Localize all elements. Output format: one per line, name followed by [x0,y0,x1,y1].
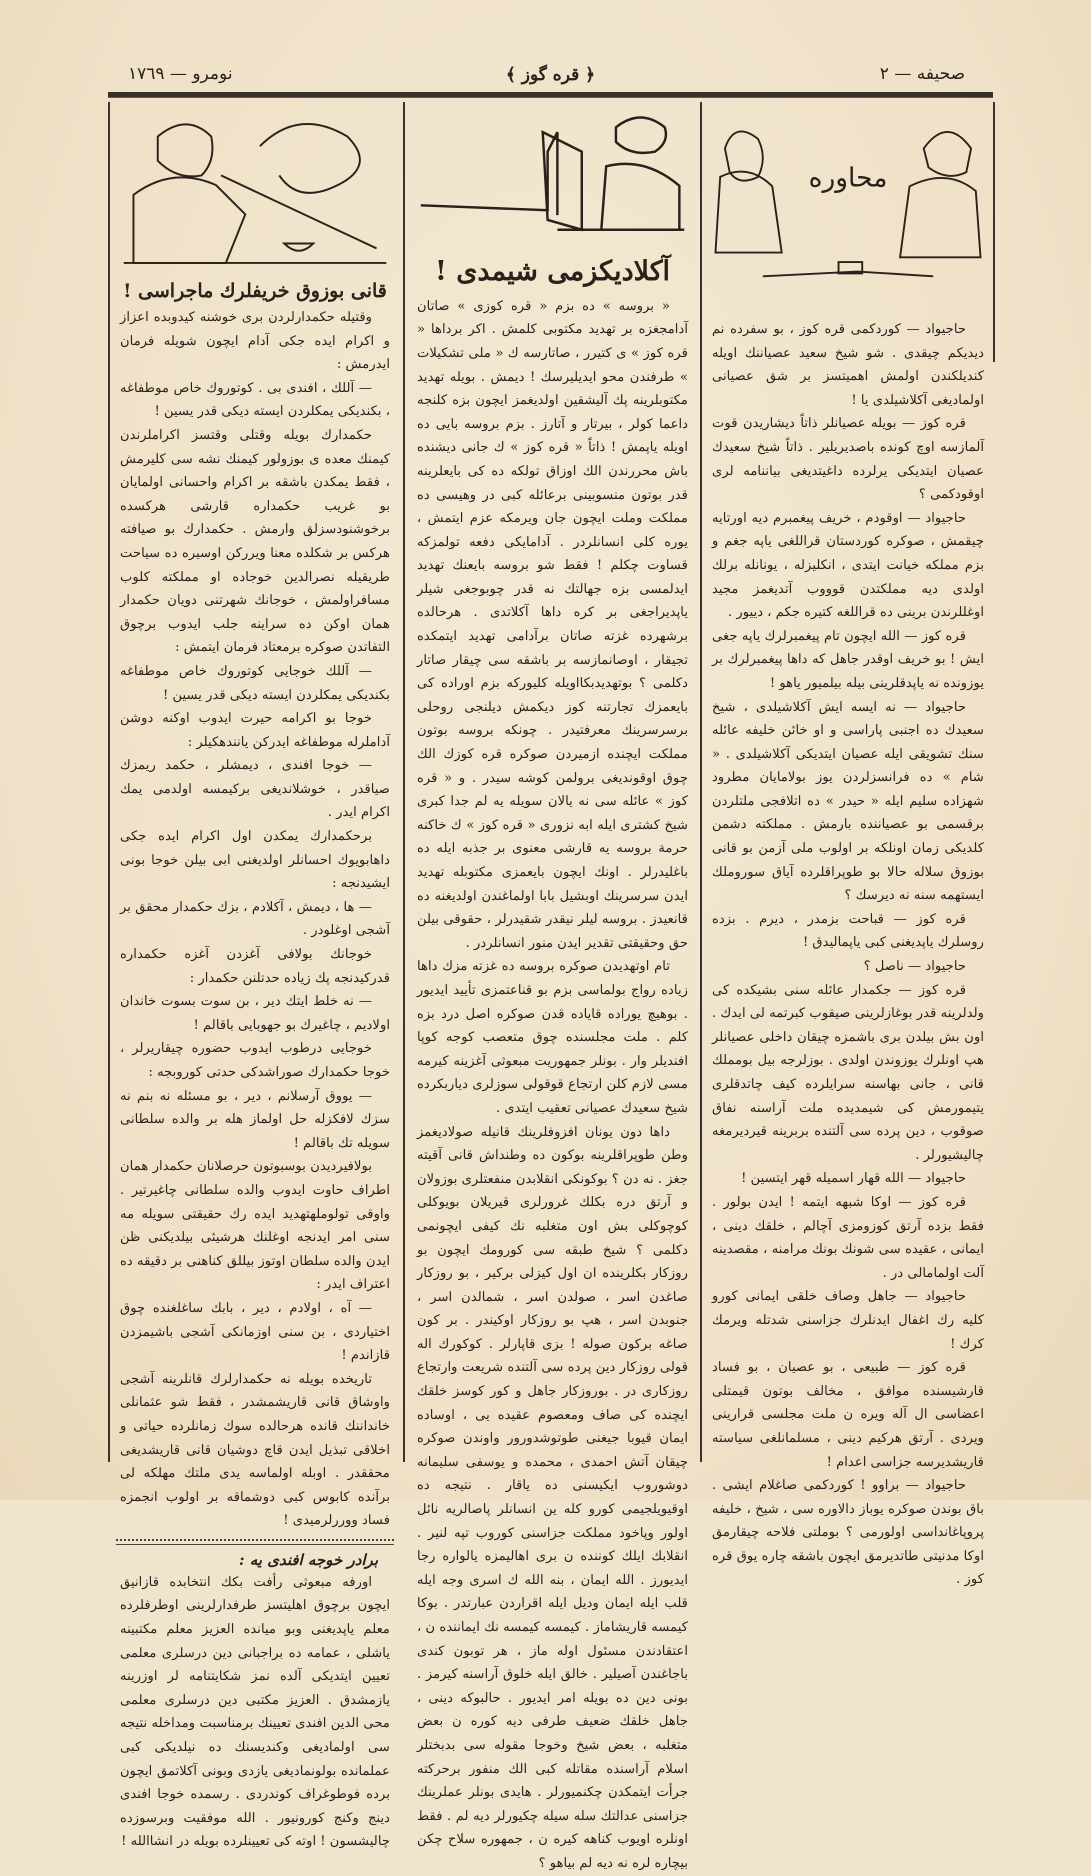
cartoon-icon [706,106,990,314]
newspaper-title: ﴿ قره گوز ﴾ [505,65,596,85]
column-editorial [405,100,700,1876]
story-paragraph: خوجا بو اکرامه حیرت ایدوب اوکنه دوشن آداملرله موطفاغه ایدرکن یانندهکیلر : [120,711,390,750]
article-paragraph: تام اوتهدیدن صوکره بروسه ده غزته مزك داها زیاده رواج بولماسی بزم بو قناعتمزی تأیید ایدیور . بوهیچ یوراده قایاده قدن صوکره اصل درد بزه کلم . ملت مجلسنده چوق متعصب کوجه کوپا افندیلر وار . بونلر جمهوریت مبعوثی آغزینه کیرمه مسی لازم کلن ارتجاع قوقولی سوزلری دیاربکرده شیخ سعیدك عصیانی تعقیب ایتدی . [417,959,688,1116]
issue-number: نومرو — ١٧٦٩ [128,64,233,84]
dialogue-paragraph: قره کوز — جکمدار عائله سنی بشیکده کی ولدلرینه قدر بوغازلرینی صیقوب کبرتمه لی ایدك . اون بش بیلدن بری باشمزه چیقان داخلی عصیانلر هپ اونلرك یوزوندن اولدی . بوزلرجه بیل بومملك قانی ، جانی بهاسنه سرایلرده کیف چاتدقلری یتیمورمش کی شیمدیده ملت آراسنه نفاق صوقوب ، دین پرده سی آلتنده بربرینه قیردیرمغه چالیشیورلر . [712,982,984,1163]
dialogue-paragraph: حاجیواد — اوقودم ، خریف پیغمبرم دیه اورتایه چیقمش ، صوکره کوردستان قراللغی یاپه جغم و بزم مملکه خیانت ایتدی ، انکلیزله ، یونانله برلك اولدی دیه مملکتدن قوووب آتدیغمز مجید اوغللرندن برینی ده قراللغه کتیره جکم ، دییور . [712,510,984,621]
dialogue-paragraph: قره کوز — الله ایچون تام پیغمبرلرك یاپه جغی ایش ! بو خریف اوقدر جاهل که داها پیغمبرلرك بر یوزونده نه یاپدقلرینی بیله بیلمیور یاهو ! [712,628,984,691]
dialogue-paragraph: حاجیواد — ناصل ؟ [863,959,966,975]
two-men-at-table-illustration [706,106,990,314]
dialogue-paragraph: حاجیواد — نه ایسه ایش آکلاشیلدی ، شیخ سعیدك ده اجنبی پاراسی و او خائن خلیفه عائله سنك تشویقی ایله عصیان ایتدیکی آکلاشیلدی . « شام » ده فرانسزلردن یوز بولامایان مطرود شهزاده سلیم ایله « حیدر » ده اتلافجی ملتلردن برقسمی بو عصیاننده بارمش . مملکته دشمن کلدیکی زمان اونلکه بر اولوب ملی آزمن بو قانی بوزوق سلاله حالا بو طوپراقلرده آیاق سوروملك ایستهمه سنه نه دیرسك ؟ [712,699,984,904]
man-reading-illustration [411,106,694,251]
story-paragraph: برحکمدارك یمکدن اول اکرام ایده جکی داهابویوك احسانلر اولدیغنی ابی بیلن خوجا بونی ایشیدنجه : [120,829,390,892]
column-muhavere [700,100,996,1592]
page-number: صحيفه — ٢ [879,64,965,84]
story-paragraph: — نه خلط ایتك دیر ، بن سوت بسوت خاندان اولادیم ، چاغیرك بو جهوبایی باقالم ! [120,994,390,1033]
letter-paragraph: اورفه مبعوثی رأفت بکك انتخابده قازانیق ایچون برچوق اهلیتسز طرفدارلرینی اوطرفلرده معلم یاپدیغنی وبو میانده العزیز معلم مکتبینه یاشلی ، عمامه ده براجبانی دین درسلری معلمی تعیین ایتدیکی آلده نمز شکایتنامه لر اوزرینه یازمشدق . العزیز مکتبی دین درسلری معلمی محی الدین افندی تعیینك برمناسبت ومداخله نتیجه سی اولمادیغی وکندیسنك ده نیلدیکی کبی عملمانده بولونمادیغی یازدی وبونی آکلاتمق ایچون برده فوطوغراف کوندردی . رسمده خوجا افندی دینج وکنج کورونیور . الله موفقیت وبرسوزده چالیشسون ! اوته کی تعیینلرده بویله در انشاالله ! [120,1574,390,1850]
article-paragraph: داها دون یونان افزوفلرینك قانیله صولادیغمز وطن طوپراقلرینه بوکون ده وطنداش قانی آقیته جغز . نه دن ؟ بوکونکی انقلابدن منفعتلری بوزولان و آرتق دره بکلك غرورلری قیریلان بویوکلی کوچوکلی بش اون متغلبه نك کیفی ایچونمی دکلمی ؟ شیخ طبقه سی کورومك ایچون بو روزکار بکلرینده ان اول کیزلی برکیر ، بو روزکار صاغدن اسر ، صولدن اسر ، شمالدن اسر ، جنوبدن اسر ، هپ بو روزکار اوکیندر . بر کون صاغه برکون صوله ! بزی قاپارلر . کوکورك اله قولی روزکار دین پرده سی آلتنده شریعت وارتجاع روزکاری در . بوروزکار جاهل و کور کوسز خلقك ایچنده کی صاف ومعصوم عقیده یی ، اوساده ایمان قیوبا جیغنی طوتوشدورور واوندن صوکره چیقان آتش احمدی ، محمده و یوسفی سلیمانه دوشوروب ایکیسنی ده یاقار . نتیجه ده اوقیویلجیمی کورو کله ین انسانلر پاصالریه نائل اولور وپاخود مملکت جزاسنی کوروب تپه لنیر . انقلابك ایلك کوننده ن بری اهالیمزه یالواره رجا ایدیورز . الله ایمان ، بنه الله ك اسری وجه ایله قلب ایله ایمان ودیل ایله اقراردن عبارتدر . بوکا کیمسه قاریشاماز . کیمسه کیمسه نك ایماننده ن ، اعتقادندن مسئول اوله ماز ، هر توبون کندی باجاغندن آصیلیر . خالق ایله خلوق آراسنه کیرمز . بونی دین ده بویله امر ایدیور . حالبوکه دینی ، جاهل خلقك ضعیف طرفی دیه کوره ن بعض متغلبه ، بعض شیخ وخوجا مقوله سی بدبختلر اسلام آراسنده مقاتله کبی الك منفور برحرکته جرأت ایتمکدن چکنمیورلر . هایدی بونلر عملرینك جزاسنی عدالتك سله سیله چکیورلر دیه لم . فقط اونلره اویوب کناهه کیره ن ، جمهوره سلاح چکن بیچاره لره نه دیه لم بیاهو ؟ [417,1124,688,1871]
article-paragraph: « بروسه » ده بزم « قره کوزی » صاتان آدامجغزه بر تهدید مکتوبی کلمش . اکر برداها « قره کوز » ی کتیرر ، صاتارسه ك « ملی تشکیلات » طرفندن محو ایدیلیرسك ! دیمش . بویله تهدید مکتوبلرینه پك آلیشقین اولدیغمز ایچون بزه کلنجه داعما کولر ، بیرتار و آتارز . بزم بروسه بایی ده اویله یاپمش ! ذاتاً « قره کوز » ك جانی دیشنده باش محررندن الك اوزاق تولکه ده کی بایعلرینه قدر بوتون منسوبینی برعائله کبی در وهیسی ده مملکت وملت ایچون جان ویرمکه عزم ایتمش ، یوره کلی انسانلردر . آدامایکی دفعه تولمزکه قساوت چکلم ! فقط شو بروسه بایعنك تهدید ایدلمسی بزه جهالتك نه قدر چوبوجغی شیلر یاپدیراجغی بر کره داها آکلاتدی . هرحالده برشهرده غزته صاتان برآدامی تهدید ایتمکده تجیقار ، اوصانمازسه بر باشقه سی چیقار صاتار دکلمی ؟ بوتهدیدبکااویله کلیورکه بزم اوراده کی بایعمزك تجارتنه کوز دیکمش دیلنجی روحلی برسرسرینك معرفتیدر . چونکه بروسه بوتون مملکت ایچنده ازمیردن صوکره قره کوزك الك چوق اوقوندیغی برولمن کوشه سیدر . و « قره کوز » عائله سی نه یالان سویله یه لم جدا کبری شیخ کشتری ایله ابه نزوری « قره کوز » ك خاکنه حرمة بروسه یه قارشی معنوی بر جذبه ایله ده باغلیدرلر . اونك ایچون بایعمزی مکتوبله تهدید ایدن سرسرینك اوبشیل بابا اولماغندن اولدیغنه ده قانعیدز . بروسه لیلر نیقدر شقیدرلر ، حقوقی بیلن حق وحقیقتی تقدیر ایدن منور انسانلردر . [417,298,688,951]
story-paragraph: حکمدارك بویله وقتلی وقتسز اکراملرندن کیمنك معده ی بوزولور کیمنك نشه سی کلیرمش ، فقط یمکدن باشقه بر اکرام واحسانی اولمایان بو غریب حکمداره قارشی هرکسده برخوشنودسزلق وارمش . حکمدارك بو صیافته هرکس بر شکلده معنا ویررکن اوسیره ده سیاحت طریقیله نصرالدین خوجاده او مملکته کلوب مسافراولمش ، خوجانك شهرتنی دویان حکمدار همان اوکن ده سراینه جلب ایدوب برچوق التفاتدن صوکره برمعتاد فرمان ایتمش : [120,427,390,656]
story-paragraph: بولافیردیدن بوسبوتون حرصلانان حکمدار همان اطراف حاوت ایدوب والده سلطانی چاغیرتیر . واوقی تولوملهتهدید ایده رك حقیقتی سویله مه سنی امر ایدنجه اوغلنك هرشیئی بیلدیکنی ظن ایدن والده سلطان اوتوز بیللق کناهنی بر دقیقه ده اعتراف ایدر : [120,1159,390,1293]
story-paragraph: — خوجا افندی ، دیمشلر ، حکمد ریمزك صیاقدر ، خوشلاندیغی برکیمسه اولدمی یمك اکرام ایدر . [120,758,390,821]
story-paragraph: — آللك خوجایی کوتوروك خاص موطفاغه بکندیکی یمکلردن ایسته دیکی قدر یسین ! [120,663,390,703]
dialogue-paragraph: قره کوز — اوکا شبهه ایتمه ! ایدن بولور . فقط بزده آرتق کوزومزی آچالم ، خلقك دینی ، ایمانی ، عقیده سی شونك بونك مرامنه ، مقصدینه آلت اولمامالی در . [712,1194,984,1281]
dialogue-paragraph: حاجیواد — جاهل وصاف خلقی ایمانی کورو کلیه رك اغفال ایدنلرك جزاسنی شدتله ویرمك کرك ! [712,1289,984,1352]
editorial-body [405,295,700,1876]
story-paragraph: خوجایی درطوب ایدوب حضوره چیقاریرلر ، خوجا حکمدارك صوراشدكی حدتی کوروبجه : [120,1041,390,1080]
muhavere-heading: محاوره [808,162,888,194]
dialogue-paragraph: حاجیواد — کوردکمی قره کوز ، بو سفرده نم دیدیکم چیقدی . شو شیخ سعید عصیاننك اویله کندیلکندن اولمش اهمیتسز بر شق عصیانی اولمادیغی آکلاشیلدی یا ! [712,322,984,408]
letter-body [108,1571,402,1854]
muhavere-body [700,318,996,1592]
story-paragraph: — یووق آرسلانم ، دیر ، بو مسئله نه بنم نه سزك لافکزله حل اولماز هله بر والده سلطانی سویله تك باقالم ! [120,1088,390,1151]
story-body [108,306,402,1533]
column-story [108,100,402,1854]
story-paragraph: وقتیله حکمدارلردن بری خوشنه کیدوبده اعزاز و اکرام ایده جکی آدام ایچون شویله فرمان ایدرمش : [120,310,390,373]
story-paragraph: — ها ، دیمش ، آکلادم ، بزك حکمدار محقق بر آشجی اوغلودر . [120,899,390,939]
story-paragraph: خوجانك بولافی آغزدن آغزه حکمداره قدرکیدنجه پك زیاده حدتلنن حکمدار : [120,947,390,986]
dialogue-paragraph: حاجیواد — الله قهار اسمیله قهر ایتسین ! [741,1171,966,1187]
man-smoking-pipe-illustration [114,106,396,274]
dialogue-paragraph: قره کوز — طبیعی ، بو عصیان ، بو فساد قارشیسنده موافق ، مخالف بوتون قیمتلی اعضاسی ال آله ویره ن ملت مجلسی قرارینی ویردی . آرتق هرکیم دینی ، مسلمانلغی سیاسته قاریشدیرسه جزاسی اعدام ! [712,1360,984,1470]
cartoon-icon [114,106,396,274]
masthead-rule [108,92,993,98]
cartoon-icon [411,106,694,251]
dialogue-paragraph: قره کوز — بویله عصیانلر ذاتاً دیشاریدن قوت آلمازسه اوچ کونده باصدیریلیر . ذاتاً شیخ سعیدك عصیان ایتدیکی یرلرده داغیتدیغی بیاننامه لری اوقودکمی ؟ [712,416,984,503]
section-divider [116,1539,394,1545]
story-paragraph: — آللك ، افندی بی . کوتوروك خاص موطفاغه ، بکندیکی یمکلردن ایسته دیکی قدر یسین ! [120,380,390,420]
story-paragraph: — آه ، اولادم ، دیر ، بابك ساغلغنده چوق اختیاردی ، بن سنی اوزمانکی آشجی باشیمزدن قازاندم ! [120,1300,390,1364]
masthead [108,64,993,88]
dialogue-paragraph: حاجیواد — براوو ! کوردکمی صاغلام ایشی . باق بوندن صوکره یوباز دالاوره سی ، شیخ ، خلیفه پروپاغانداسی اولورمی ؟ بوملتی فلاحه چیقارمق اوکا مدنیتی طاتدیرمق ایچون باشقه چاره یوق قره کوز . [712,1478,984,1588]
dialogue-paragraph: قره کوز — قباحت بزمدر ، دیرم . بزده روسلرك یاپدیغنی کبی یاپمالیدق ! [712,911,984,951]
letter-heading: برادر خوجه افندی یه : [239,1550,378,1569]
story-paragraph: تاریخده بویله نه حکمدارلرك قانلرینه آشجی واوشاق قانی قاریشمشدر ، فقط شو عثمانلی خانداننك قانده هرحالده سوك زمانلرده حیاتی و اخلاقی تبذیل ایدن قاچ دوشیان قانی قاریشدیغی محققدر . اوبله اولماسه یدی ملتك مهلکه لی برآنده کابوس کبی دوشماقه بر اولوب انجمزه فساد ووررلرمیدی ! [120,1371,390,1529]
editorial-headline: آکلادیکزمی شیمدی ! [434,256,671,287]
story-headline: قانی بوزوق خریفلرك ماجراسی ! [123,280,387,302]
